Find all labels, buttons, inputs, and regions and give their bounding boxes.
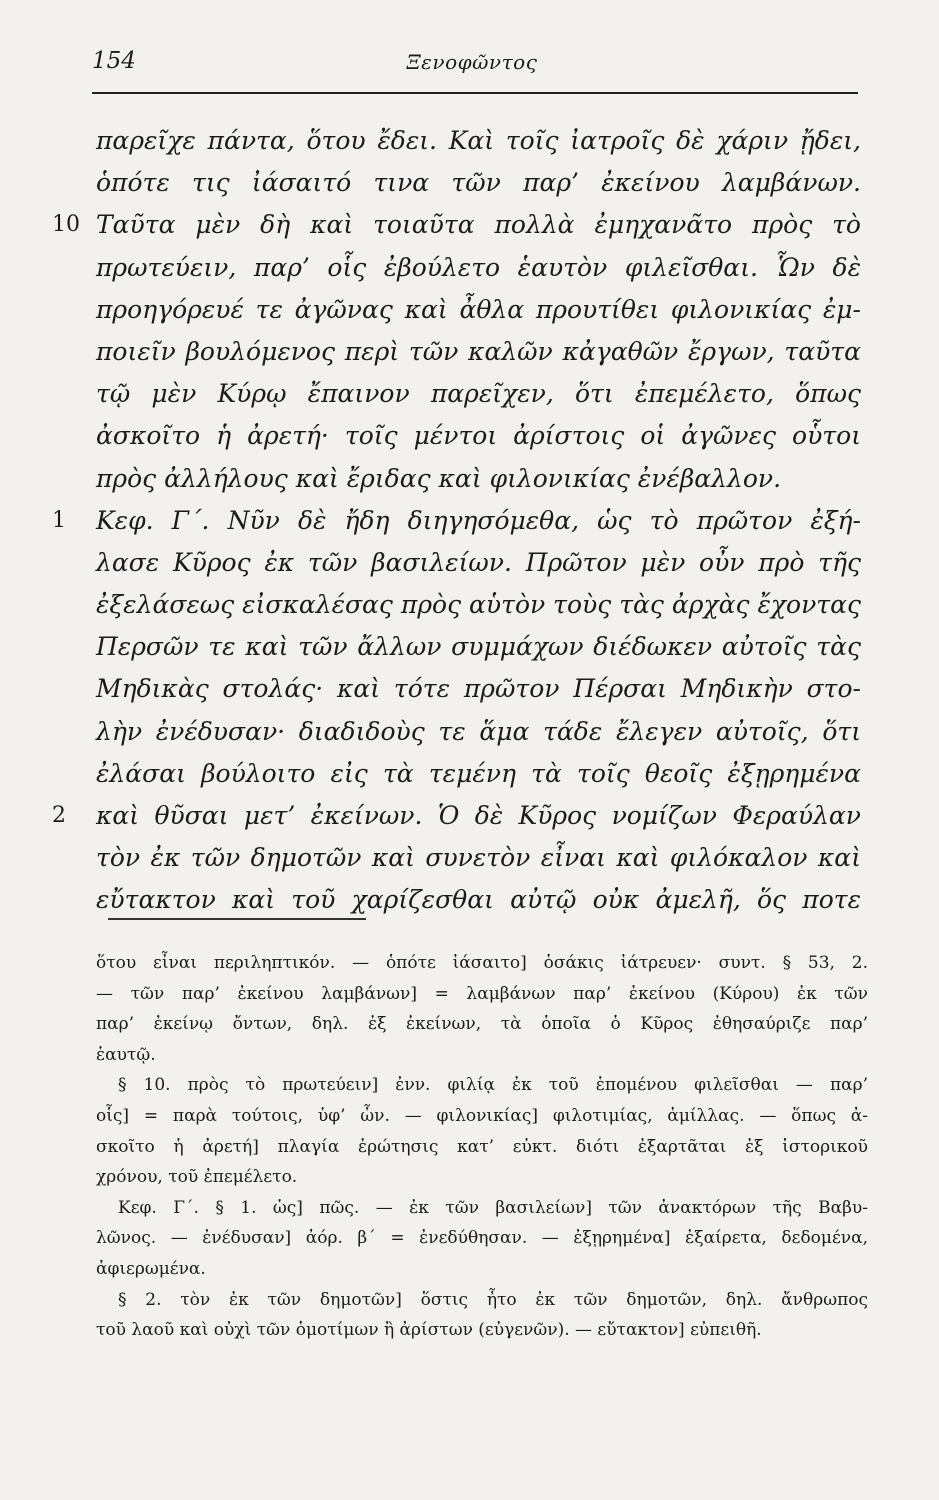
text-line <box>96 668 861 710</box>
line-text: προηγόρευέ τε ἀγῶνας καὶ ἆθλα προυτίθει φιλονικίας ἐμ- <box>96 294 861 324</box>
line-text: παρεῖχε πάντα, ὅτου ἔδει. Καὶ τοῖς ἰατροῖς δὲ χάριν ᾔδει, <box>96 126 861 155</box>
line-text: ποιεῖν βουλόμενος περὶ τῶν καλῶν κἀγαθῶν ἔργων, ταῦτα <box>96 336 861 366</box>
text-line <box>96 415 861 457</box>
text-line <box>52 500 861 542</box>
line-text: Κεφ. Γ΄. Νῦν δὲ ἤδη διηγησόμεθα, ὡς τὸ πρῶτον ἐξή- <box>96 505 861 535</box>
footnote-line: τοῦ λαοῦ καὶ οὐχὶ τῶν ὁμοτίμων ἢ ἀρίστων (εὐγενῶν). — εὔτακτον] εὐπειθῆ. <box>96 1320 762 1341</box>
section-number: 1 <box>52 507 66 533</box>
text-line <box>96 626 861 668</box>
line-text: πρὸς ἀλλήλους καὶ ἔριδας καὶ φιλονικίας ἐνέβαλλον. <box>96 463 782 493</box>
footnote-line: ἀφιερωμένα. <box>96 1258 206 1279</box>
line-text: ἐλάσαι βούλοιτο εἰς τὰ τεμένη τὰ τοῖς θεοῖς ἐξῃρημένα <box>96 758 861 788</box>
text-line <box>96 879 861 921</box>
line-text: τὸν ἐκ τῶν δημοτῶν καὶ συνετὸν εἶναι καὶ φιλόκαλον καὶ <box>96 843 861 873</box>
footnote-line: λῶνος. — ἐνέδυσαν] ἀόρ. β΄ = ἐνεδύθησαν. — ἐξῃρημένα] ἐξαίρετα, δεδομένα, <box>96 1228 868 1249</box>
footnote-line: § 2. τὸν ἐκ τῶν δημοτῶν] ὅστις ἦτο ἐκ τῶν δημοτῶν, δηλ. ἄνθρωπος <box>118 1289 868 1310</box>
footnote-line: σκοῖτο ἡ ἀρετή] πλαγία ἐρώτησις κατ’ εὐκτ. διότι ἐξαρτᾶται ἐξ ἱστορικοῦ <box>96 1136 868 1157</box>
text-line <box>96 289 861 331</box>
line-text: ἀσκοῖτο ἡ ἀρετή· τοῖς μέντοι ἀρίστοις οἱ ἀγῶνες οὗτοι <box>96 421 861 451</box>
line-text: Μηδικὰς στολάς· καὶ τότε πρῶτον Πέρσαι Μηδικὴν στο- <box>96 674 861 704</box>
text-line <box>96 584 861 626</box>
footnote-line: ὅτου εἶναι περιληπτικόν. — ὁπότε ἰάσαιτο] ὁσάκις ἰάτρευεν· συντ. § 53, 2. <box>96 953 868 973</box>
running-head: Ξενοφῶντος <box>406 50 538 74</box>
text-line <box>96 120 861 162</box>
line-text: Ταῦτα μὲν δὴ καὶ τοιαῦτα πολλὰ ἐμηχανᾶτο πρὸς τὸ <box>96 210 861 240</box>
footnote-line: χρόνου, τοῦ ἐπεμέλετο. <box>96 1167 298 1188</box>
footnote-line: — τῶν παρ’ ἐκείνου λαμβάνων] = λαμβάνων παρ’ ἐκείνου (Κύρου) ἐκ τῶν <box>96 983 868 1004</box>
text-line <box>96 542 861 584</box>
line-text: λὴν ἐνέδυσαν· διαδιδοὺς τε ἅμα τάδε ἔλεγεν αὐτοῖς, ὅτι <box>96 716 861 746</box>
text-line <box>96 162 861 204</box>
footnote-line: παρ’ ἐκείνῳ ὄντων, δηλ. ἐξ ἐκείνων, τὰ ὁποῖα ὁ Κῦρος ἐθησαύριζε παρ’ <box>96 1014 868 1035</box>
line-text: ἐξελάσεως εἰσκαλέσας πρὸς αὑτὸν τοὺς τὰς ἀρχὰς ἔχοντας <box>96 590 861 620</box>
section-number: 2 <box>52 803 66 828</box>
line-text: καὶ θῦσαι μετ’ ἐκείνων. Ὁ δὲ Κῦρος νομίζων Φεραύλαν <box>96 801 861 830</box>
line-text: εὔτακτον καὶ τοῦ χαρίζεσθαι αὐτῷ οὐκ ἀμελῆ, ὅς ποτε <box>96 885 861 915</box>
footnotes-block <box>96 948 868 1346</box>
text-line <box>96 331 861 373</box>
text-line <box>96 711 861 753</box>
text-line <box>96 753 861 795</box>
line-text: ὁπότε τις ἰάσαιτό τινα τῶν παρ’ ἐκείνου λαμβάνων. <box>96 168 861 198</box>
text-line <box>96 458 861 500</box>
text-line <box>96 373 861 415</box>
header-rule <box>92 92 858 94</box>
footnote-rule <box>108 918 366 920</box>
footnote-line: § 10. πρὸς τὸ πρωτεύειν] ἐνν. φιλίᾳ ἐκ τοῦ ἑπομένου φιλεῖσθαι — παρ’ <box>118 1075 868 1096</box>
text-line <box>96 837 861 879</box>
line-text: τῷ μὲν Κύρῳ ἔπαινον παρεῖχεν, ὅτι ἐπεμέλετο, ὅπως <box>96 379 861 409</box>
page-number: 154 <box>92 48 136 74</box>
line-text: λασε Κῦρος ἐκ τῶν βασιλείων. Πρῶτον μὲν οὖν πρὸ τῆς <box>96 547 861 577</box>
text-line <box>52 795 861 837</box>
text-line <box>52 204 861 246</box>
section-number: 10 <box>52 212 80 238</box>
line-text: Περσῶν τε καὶ τῶν ἄλλων συμμάχων διέδωκεν αὐτοῖς τὰς <box>96 632 861 662</box>
footnote-line: οἷς] = παρὰ τούτοις, ὑφ’ ὧν. — φιλονικίας] φιλοτιμίας, ἁμίλλας. — ὅπως ἀ- <box>96 1105 868 1126</box>
footnote-line: ἑαυτῷ. <box>96 1044 156 1065</box>
text-line <box>96 247 861 289</box>
line-text: πρωτεύειν, παρ’ οἷς ἐβούλετο ἑαυτὸν φιλεῖσθαι. Ὧν δὲ <box>96 252 861 282</box>
page-header <box>92 48 852 84</box>
footnote-line: Κεφ. Γ΄. § 1. ὡς] πῶς. — ἐκ τῶν βασιλείων] τῶν ἀνακτόρων τῆς Βαβυ- <box>118 1197 868 1218</box>
main-text-block <box>52 120 861 922</box>
